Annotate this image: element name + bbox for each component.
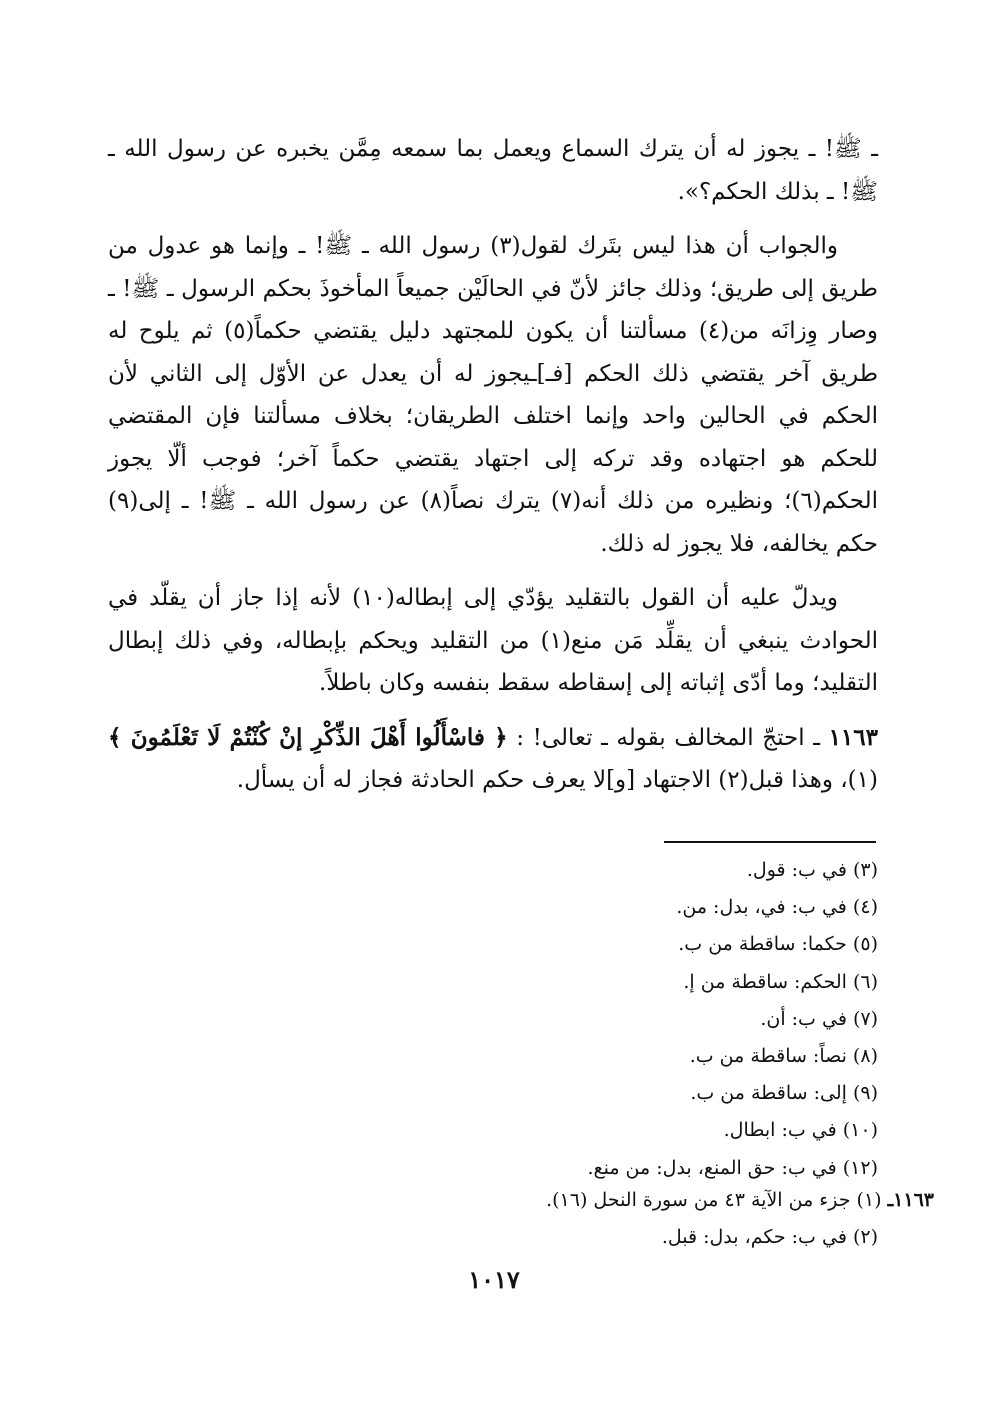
footnote-separator (664, 841, 876, 843)
footnote-7: (٧) في ب: أن. (760, 1007, 878, 1030)
footnote-group-1163 (546, 1182, 934, 1219)
footnotes (420, 852, 878, 1187)
paragraph-number: ١١٦٣ (828, 723, 878, 751)
footnote-9: (٩) إلى: ساقطة من ب. (690, 1082, 878, 1105)
footnote-1163-1: (١) جزء من الآية ٤٣ من سورة النحل (١٦). (546, 1189, 882, 1211)
footnote-group-label: ١١٦٣ـ (887, 1189, 934, 1211)
footnote-10: (١٠) في ب: ابطال. (723, 1119, 878, 1142)
footnote-1163-2: (٢) في ب: حكم، بدل: قبل. (661, 1226, 878, 1248)
footnote-4: (٤) في ب: في، بدل: من. (676, 896, 878, 919)
paragraph-intro: ـ احتجّ المخالف بقوله ـ تعالى! : (507, 724, 820, 751)
paragraph-rest: (١)، وهذا قبل(٢) الاجتهاد [و]لا يعرف حكم الحادثة فجاز له أن يسأل. (236, 767, 878, 793)
main-text (108, 128, 878, 802)
paragraph-argument: ويدلّ عليه أن القول بالتقليد يؤدّي إلى إبطاله(١٠) لأنه إذا جاز أن يقلّد في الحوادث ينبغي أن يقلِّد مَن منع(١) من التقليد ويحكم بإبطاله، وفي ذلك إبطال التقليد؛ وما أدّى إثباته إلى إسقاطه سقط بنفسه وكان باطلاً. (108, 585, 878, 696)
numbered-paragraph-1163 (108, 717, 878, 802)
footnote-8: (٨) نصاً: ساقطة من ب. (689, 1045, 878, 1068)
page-number: ١٠١٧ (468, 1265, 520, 1294)
quran-verse: ﴿ فاسْأَلُوا أَهْلَ الذِّكْرِ إنْ كُنْتُمْ لَا تَعْلَمُونَ ﴾ (108, 723, 508, 751)
paragraph-answer: والجواب أن هذا ليس بتَرك لقول(٣) رسول الله ـ ﷺ! ـ وإنما هو عدول من طريق إلى طريق؛ وذلك جائز لأنّ في الحالَيْن جميعاً المأخوذَ بحكم الرسول ـ ﷺ! ـ وصار وِزانَه من(٤) مسألتنا أن يكون للمجتهد دليل يقتضي حكماً(٥) ثم يلوح له طريق آخر يقتضي ذلك الحكم [فـ]ـيجوز له أن يعدل عن الأوّل إلى الثاني لأن الحكم في الحالين واحد وإنما اختلف الطريقان؛ بخلاف مسألتنا فإن المقتضي للحكم هو اجتهاده وقد تركه إلى اجتهاد يقتضي حكماً آخر؛ فوجب ألّا يجوز الحكم(٦)؛ ونظيره من ذلك أنه(٧) يترك نصاً(٨) عن رسول الله ـ ﷺ! ـ إلى(٩) حكم يخالفه، فلا يجوز له ذلك. (108, 233, 879, 557)
paragraph-continuation: ـ ﷺ! ـ يجوز له أن يترك السماع ويعمل بما سمعه مِمَّن يخبره عن رسول الله ـ ﷺ! ـ بذلك الحكم؟». (108, 136, 878, 205)
footnote-3: (٣) في ب: قول. (746, 859, 878, 881)
footnote-12: (١٢) في ب: حق المنع، بدل: من منع. (587, 1156, 878, 1179)
footnote-6: (٦) الحكم: ساقطة من إ. (683, 970, 878, 993)
footnote-5: (٥) حكما: ساقطة من ب. (678, 933, 878, 956)
